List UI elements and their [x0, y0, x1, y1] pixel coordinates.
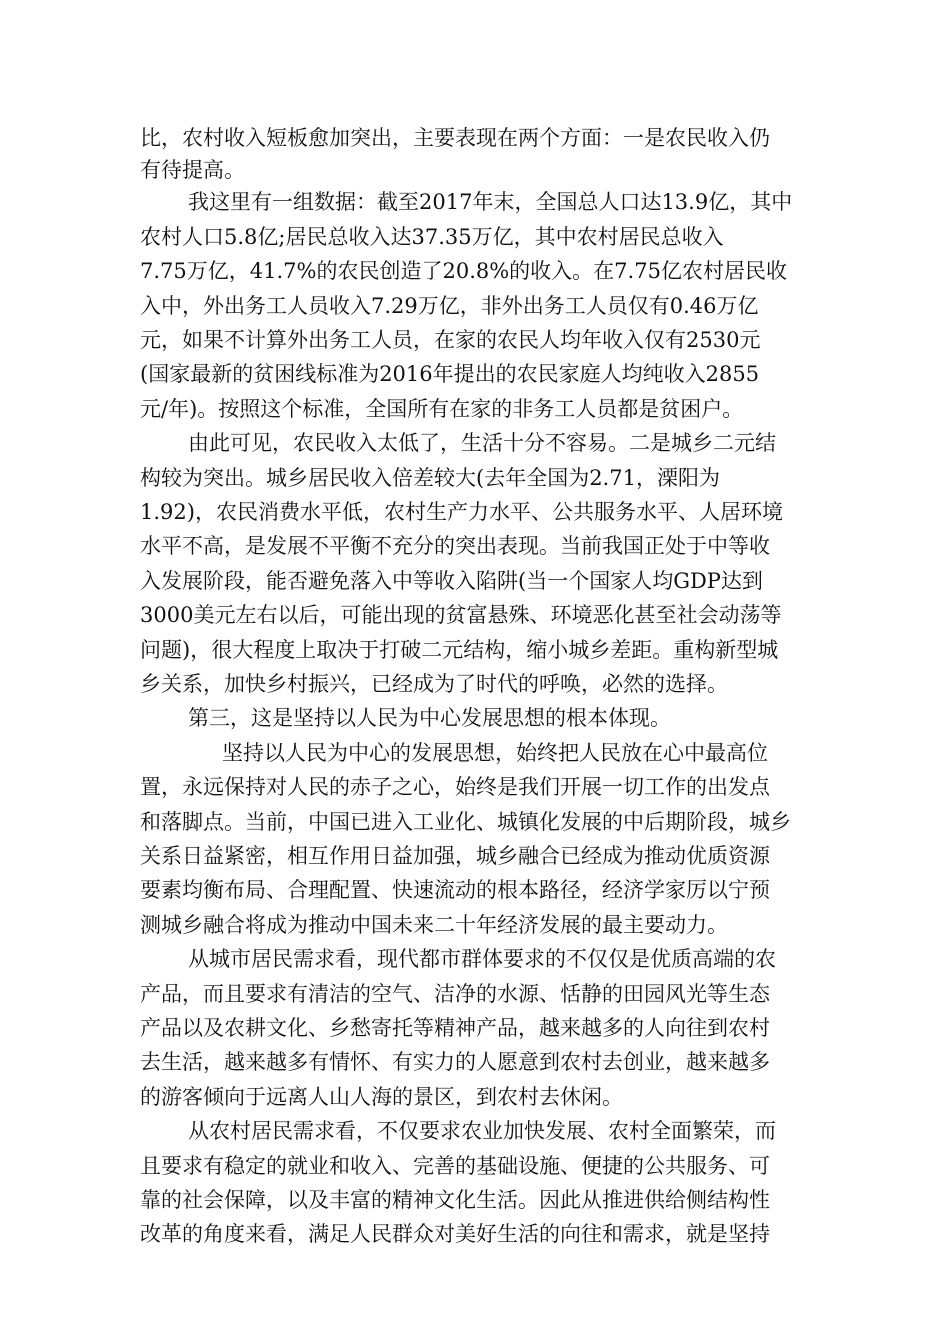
text-line: 构较为突出。城乡居民收入倍差较大(去年全国为2.71，溧阳为: [140, 466, 720, 490]
text-line: 且要求有稳定的就业和收入、完善的基础设施、便捷的公共服务、可: [140, 1154, 770, 1178]
text-line: 产品，而且要求有清洁的空气、洁净的水源、恬静的田园风光等生态: [140, 982, 770, 1006]
text-line: 入发展阶段，能否避免落入中等收入陷阱(当一个国家人均GDP达到: [140, 569, 763, 593]
text-line: 入中，外出务工人员收入7.29万亿，非外出务工人员仅有0.46万亿: [140, 294, 759, 318]
text-line: 置，永远保持对人民的赤子之心，始终是我们开展一切工作的出发点: [140, 775, 770, 799]
paragraph-start-line: 从农村居民需求看，不仅要求农业加快发展、农村全面繁荣，而: [188, 1119, 776, 1143]
paragraph-start-line: 由此可见，农民收入太低了，生活十分不容易。二是城乡二元结: [188, 431, 776, 455]
text-line: 要素均衡布局、合理配置、快速流动的根本路径，经济学家厉以宁预: [140, 878, 770, 902]
text-line: 改革的角度来看，满足人民群众对美好生活的向往和需求，就是坚持: [140, 1222, 770, 1246]
text-line: 去生活，越来越多有情怀、有实力的人愿意到农村去创业，越来越多: [140, 1050, 770, 1074]
text-line: 有待提高。: [140, 158, 245, 182]
text-line: 3000美元左右以后，可能出现的贫富悬殊、环境恶化甚至社会动荡等: [140, 603, 782, 627]
text-line: (国家最新的贫困线标准为2016年提出的农民家庭人均纯收入2855: [140, 362, 760, 386]
text-line: 关系日益紧密，相互作用日益加强，城乡融合已经成为推动优质资源: [140, 844, 770, 868]
paragraph-start-line: 我这里有一组数据：截至2017年末，全国总人口达13.9亿，其中: [188, 190, 793, 214]
text-line: 靠的社会保障，以及丰富的精神文化生活。因此从推进供给侧结构性: [140, 1188, 770, 1212]
text-line: 1.92)，农民消费水平低，农村生产力水平、公共服务水平、人居环境: [140, 500, 783, 524]
paragraph-start-line: 从城市居民需求看，现代都市群体要求的不仅仅是优质高端的农: [188, 947, 776, 971]
paragraph-start-line: 坚持以人民为中心的发展思想，始终把人民放在心中最高位: [222, 741, 768, 765]
text-line: 农村人口5.8亿;居民总收入达37.35万亿，其中农村居民总收入: [140, 225, 724, 249]
section-heading-line: 第三，这是坚持以人民为中心发展思想的根本体现。: [188, 706, 671, 730]
text-line: 乡关系，加快乡村振兴，已经成为了时代的呼唤，必然的选择。: [140, 672, 728, 696]
text-line: 问题)，很大程度上取决于打破二元结构，缩小城乡差距。重构新型城: [140, 638, 779, 662]
text-line: 测城乡融合将成为推动中国未来二十年经济发展的最主要动力。: [140, 913, 728, 937]
text-line: 的游客倾向于远离人山人海的景区，到农村去休闲。: [140, 1085, 623, 1109]
text-line: 和落脚点。当前，中国已进入工业化、城镇化发展的中后期阶段，城乡: [140, 810, 791, 834]
text-line: 水平不高，是发展不平衡不充分的突出表现。当前我国正处于中等收: [140, 534, 770, 558]
text-line: 比，农村收入短板愈加突出，主要表现在两个方面：一是农民收入仍: [140, 126, 770, 150]
text-line: 7.75万亿，41.7%的农民创造了20.8%的收入。在7.75亿农村居民收: [140, 259, 787, 283]
text-line: 元/年)。按照这个标准，全国所有在家的非务工人员都是贫困户。: [140, 397, 744, 421]
text-line: 产品以及农耕文化、乡愁寄托等精神产品，越来越多的人向往到农村: [140, 1016, 770, 1040]
text-line: 元，如果不计算外出务工人员，在家的农民人均年收入仅有2530元: [140, 328, 761, 352]
